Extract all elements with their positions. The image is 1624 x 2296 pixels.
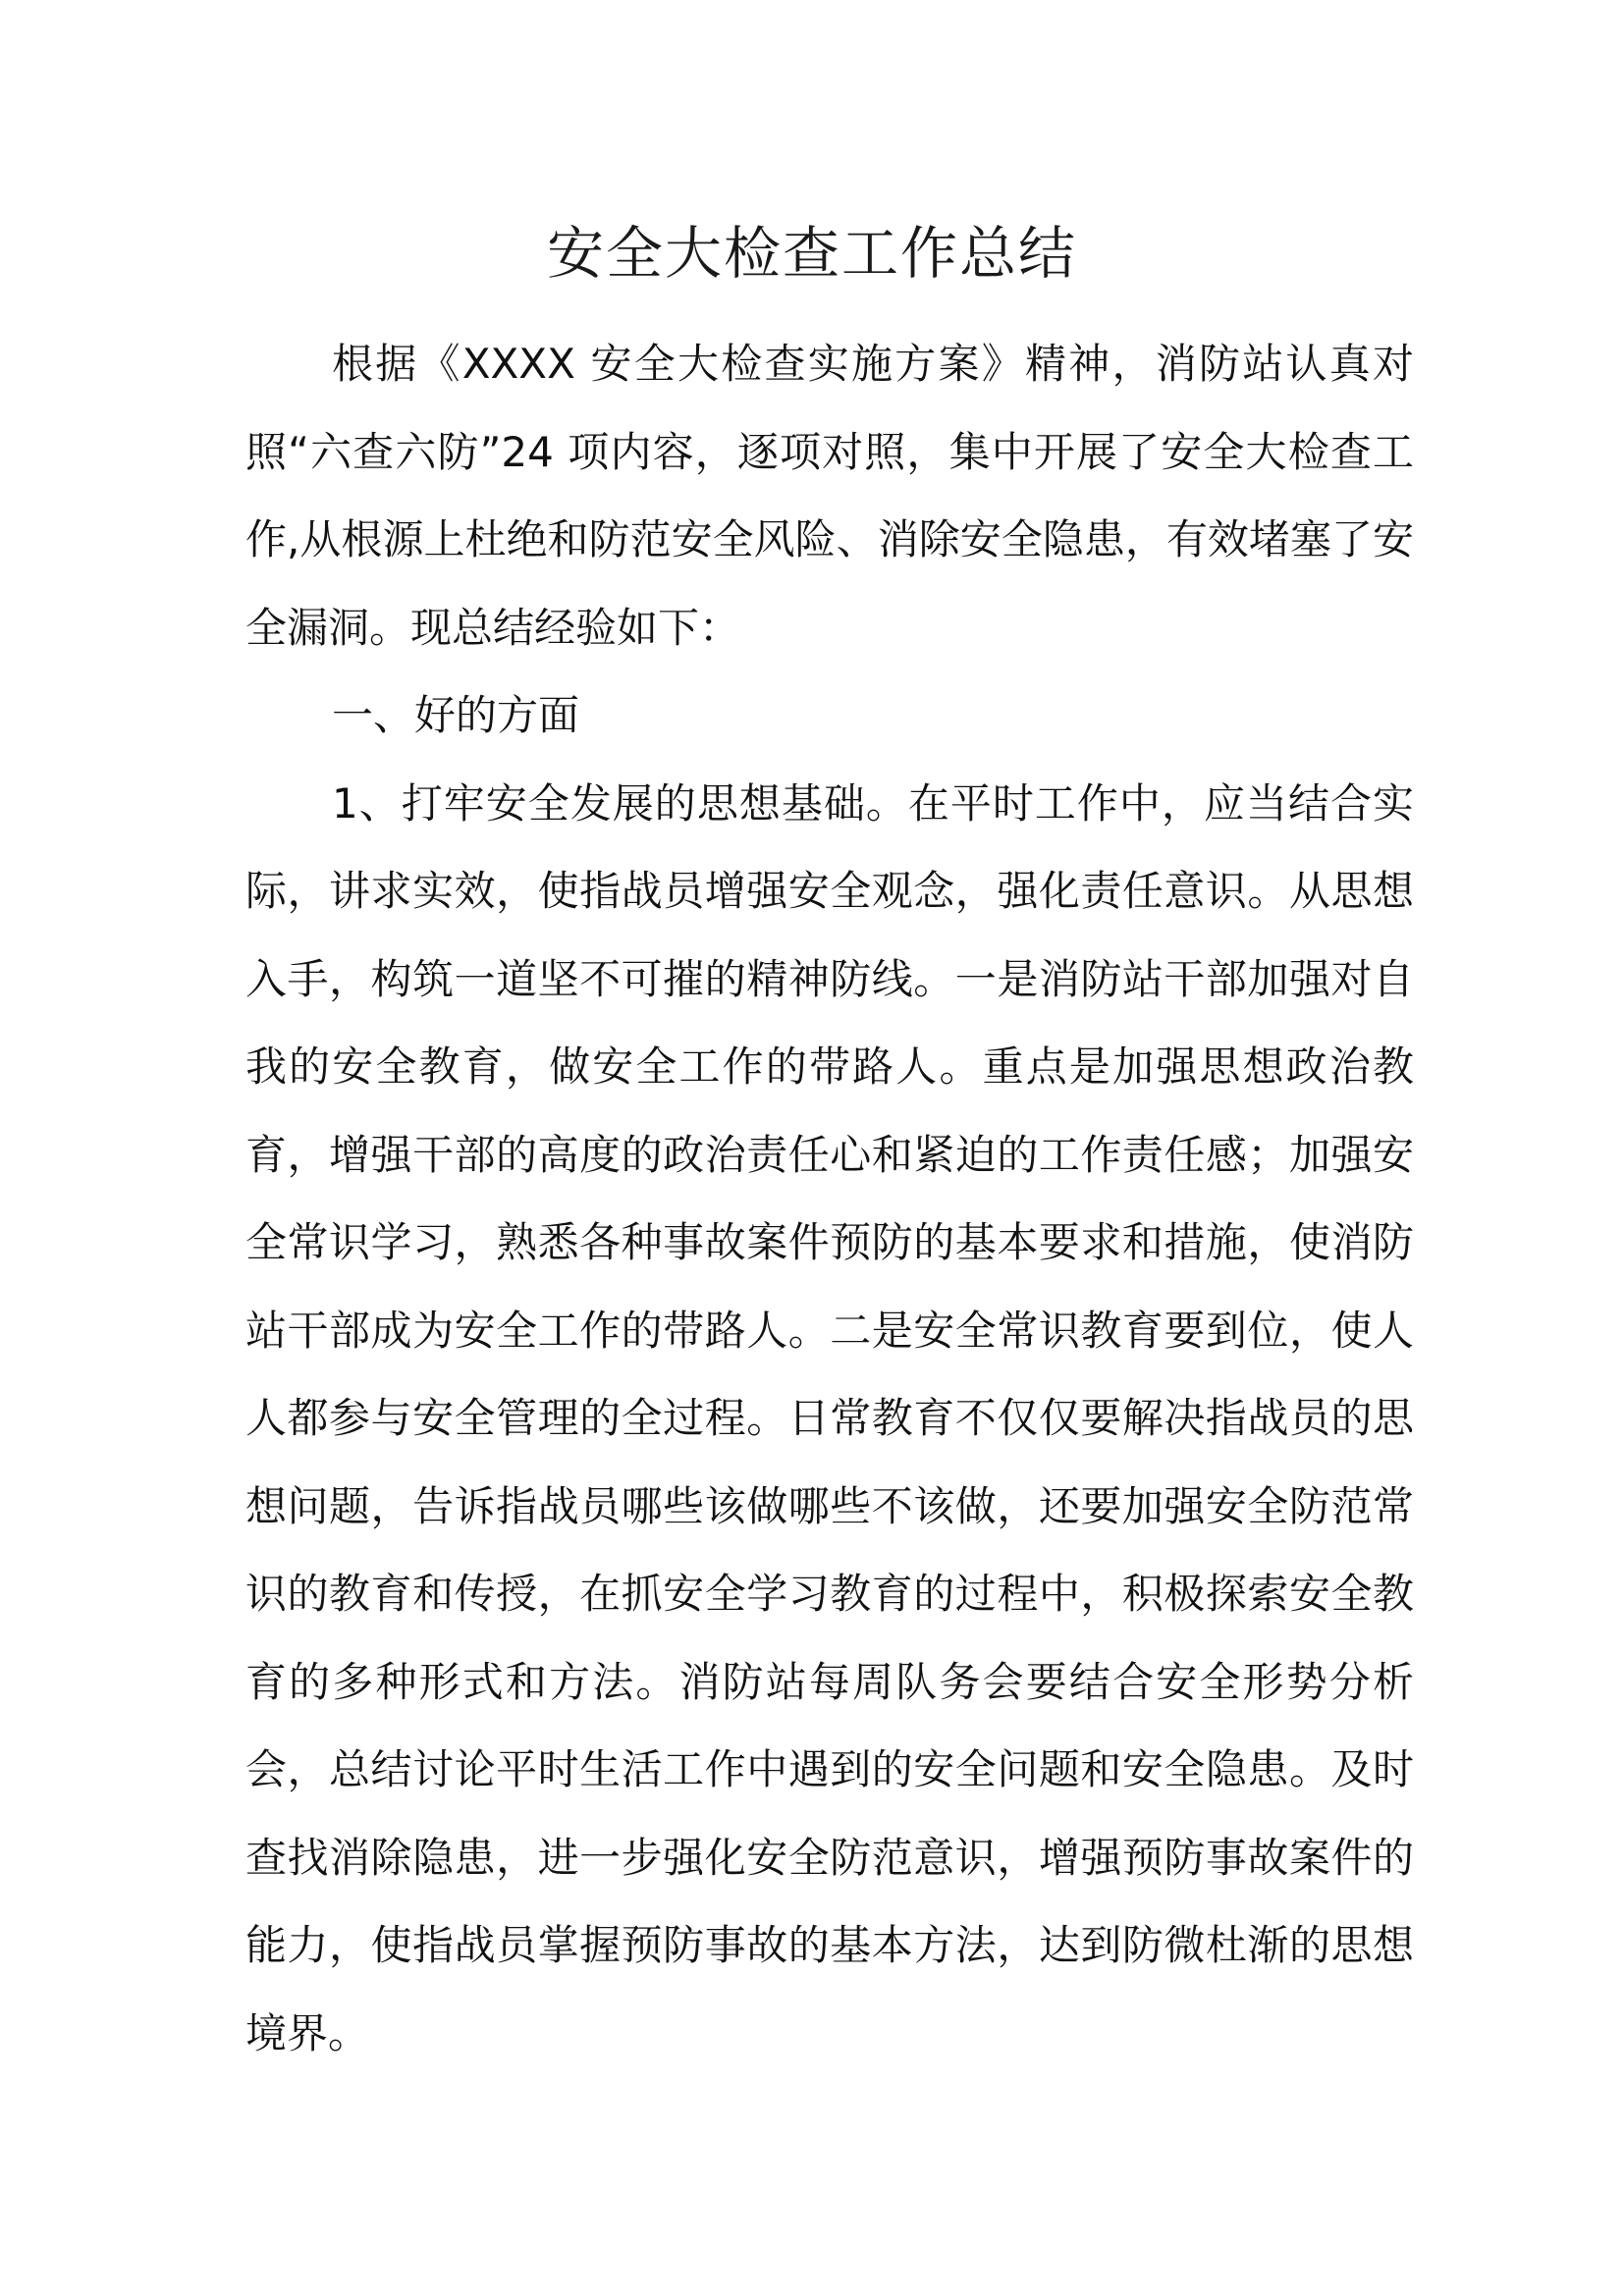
paragraph-item-1: 1、打牢安全发展的思想基础。在平时工作中，应当结合实际，讲求实效，使指战员增强安全观念，强化责任意识。从思想入手，构筑一道坚不可摧的精神防线。一是消防站干部加强对自我的安全教育，做安全工作的带路人。重点是加强思想政治教育，增强干部的高度的政治责任心和紧迫的工作责任感；加强安全常识学习，熟悉各种事故案件预防的基本要求和措施，使消防站干部成为安全工作的带路人。二是安全常识教育要到位，使人人都参与安全管理的全过程。日常教育不仅仅要解决指战员的思想问题，告诉指战员哪些该做哪些不该做，还要加强安全防范常识的教育和传授，在抓安全学习教育的过程中，积极探索安全教育的多种形式和方法。消防站每周队务会要结合安全形势分析会，总结讨论平时生活工作中遇到的安全问题和安全隐患。及时查找消除隐患，进一步强化安全防范意识，增强预防事故案件的能力，使指战员掌握预防事故的基本方法，达到防微杜渐的思想境界。 bbox=[245, 778, 1414, 2057]
document-body bbox=[245, 320, 1414, 2077]
section-heading-good-aspects: 一、好的方面 bbox=[332, 691, 580, 739]
document-title: 安全大检查工作总结 bbox=[546, 220, 1077, 287]
paragraph-intro: 根据《XXXX 安全大检查实施方案》精神，消防站认真对照“六查六防”24 项内容，逐项对照，集中开展了安全大检查工作,从根源上杜绝和防范安全风险、消除安全隐患，有效堵塞了安全漏洞。现总结经验如下： bbox=[245, 340, 1414, 652]
